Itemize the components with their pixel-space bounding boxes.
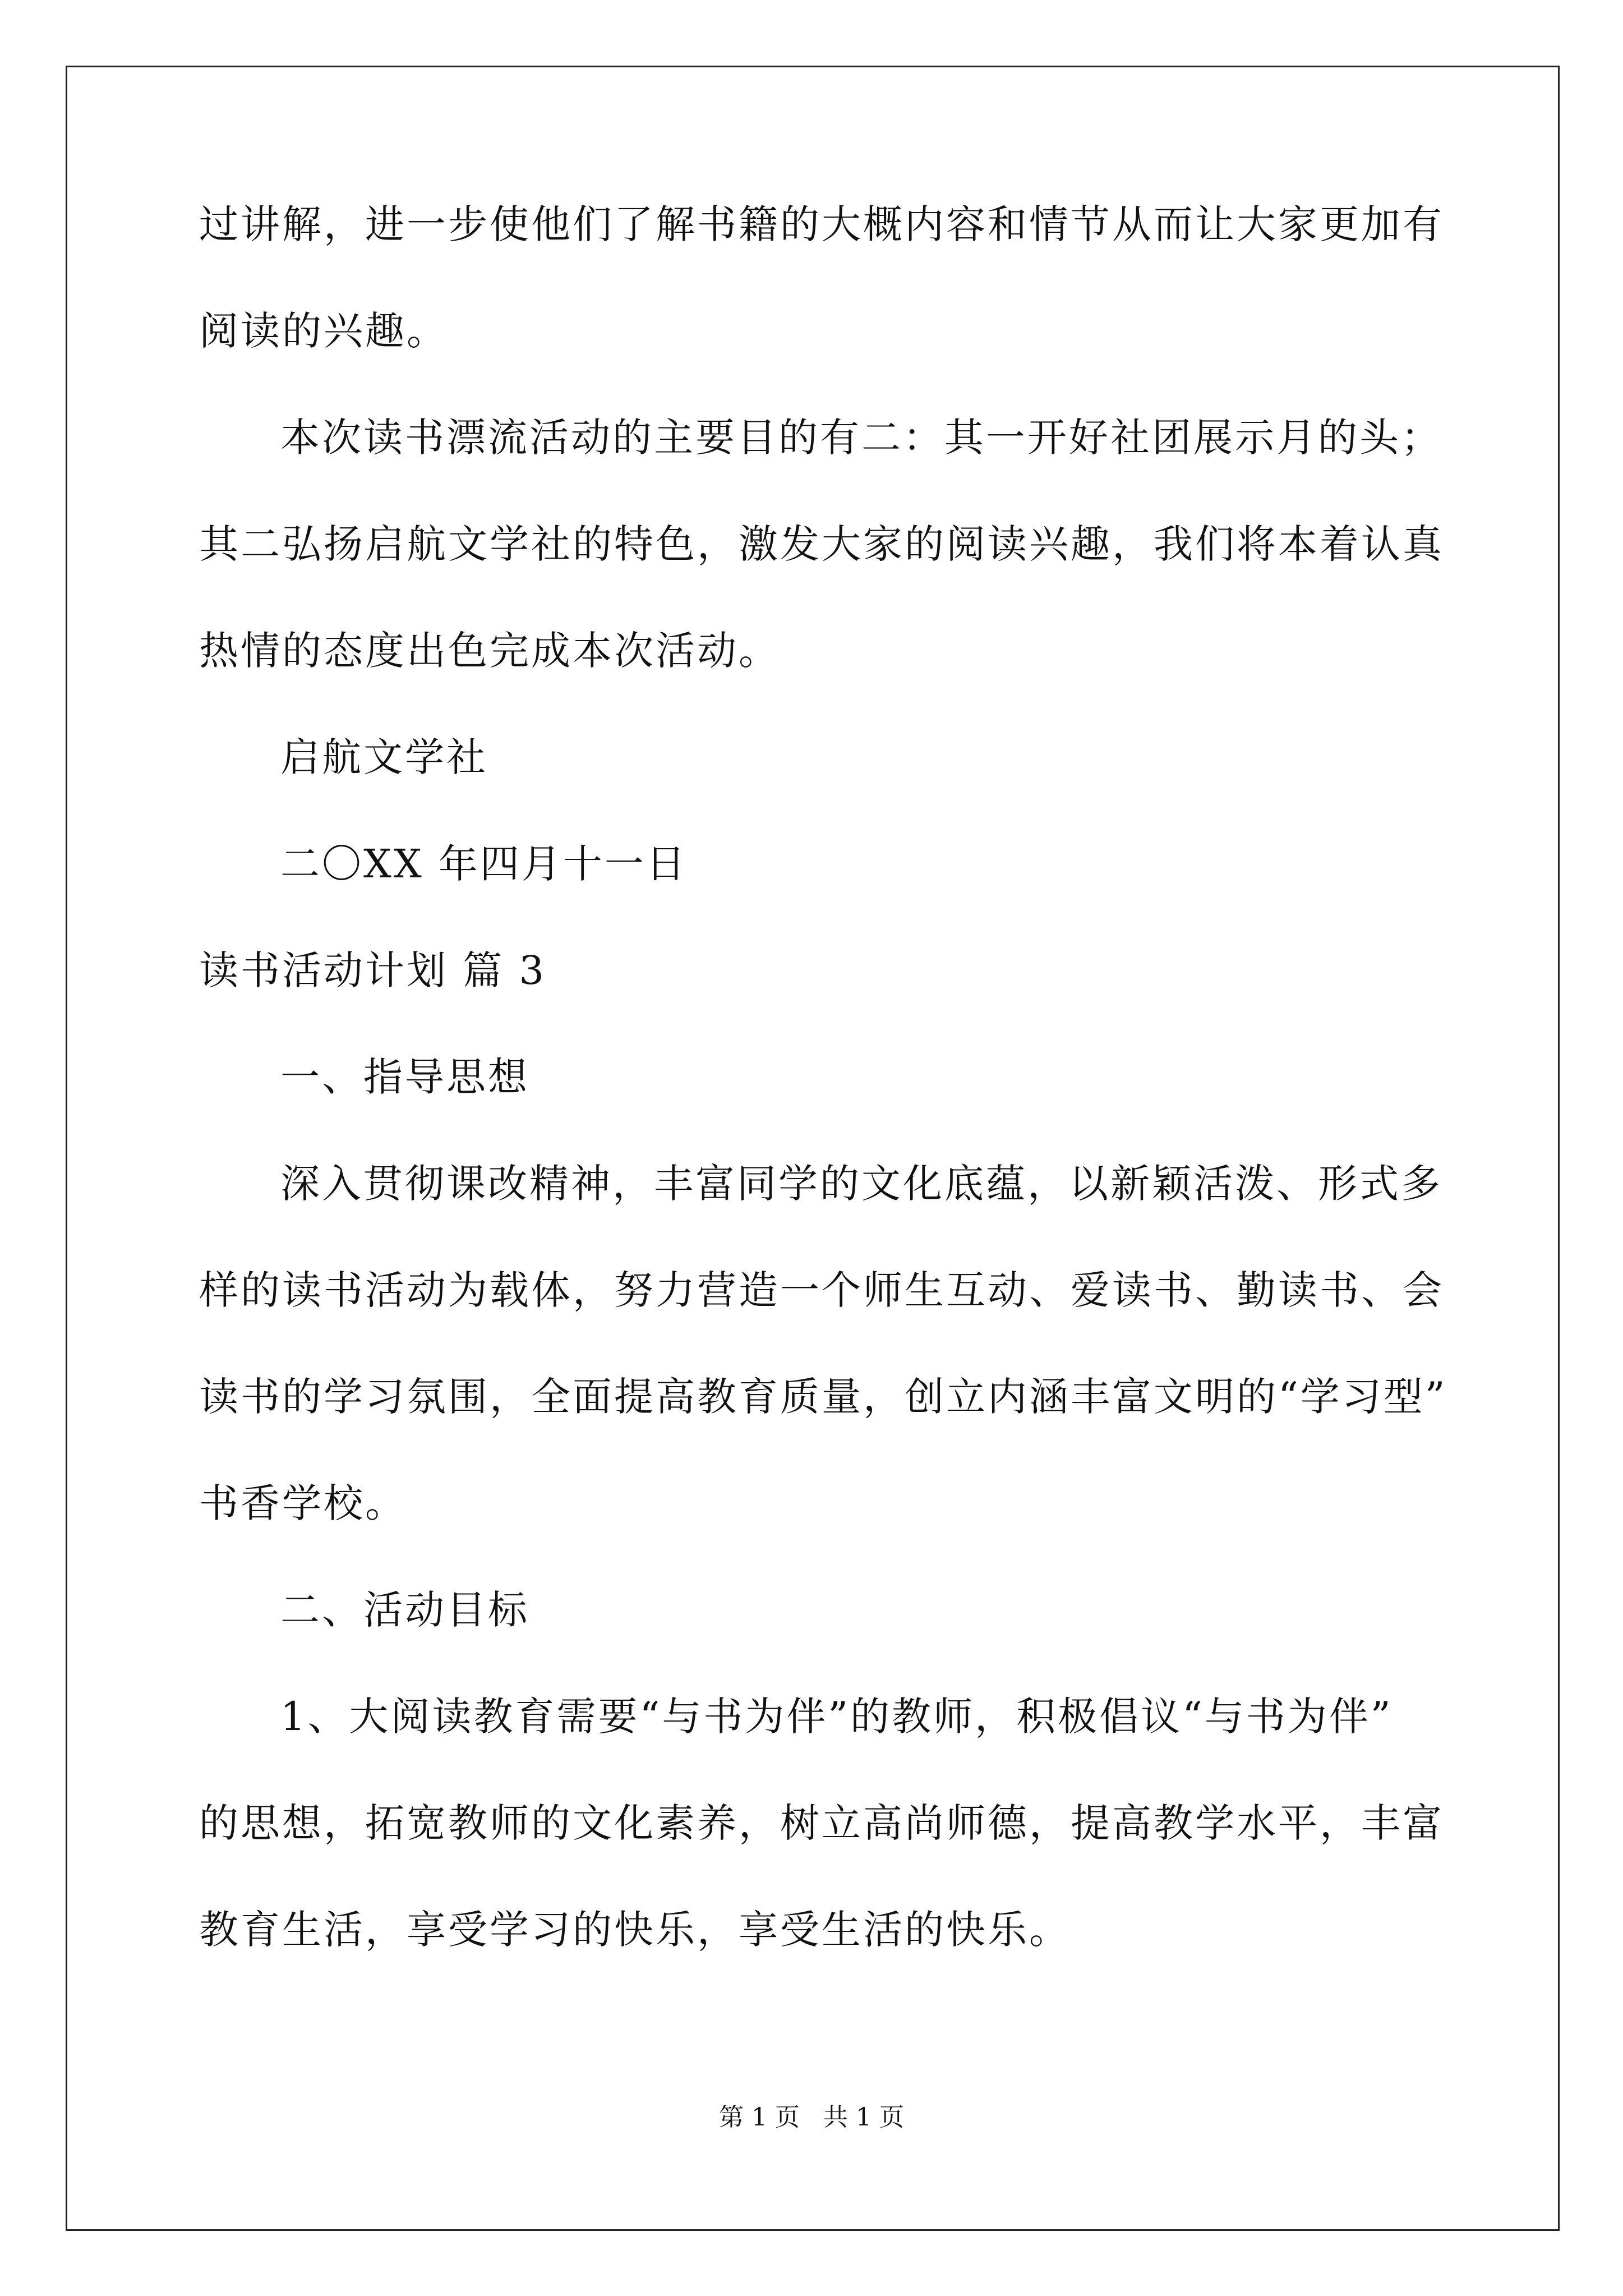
page-number-footer: 第 1 页 共 1 页 bbox=[719, 2103, 904, 2132]
body-text-line: 的思想，拓宽教师的文化素养，树立高尚师德，提高教学水平，丰富 bbox=[199, 1800, 1444, 1846]
body-text-line: 读书的学习氛围，全面提高教育质量，创立内涵丰富文明的“学习型” bbox=[199, 1374, 1447, 1420]
body-text-line: 书香学校。 bbox=[199, 1480, 407, 1526]
section-title: 读书活动计划 篇 3 bbox=[199, 947, 547, 993]
body-text-line: 热情的态度出色完成本次活动。 bbox=[199, 628, 780, 674]
section-heading: 一、指导思想 bbox=[280, 1054, 529, 1100]
body-paragraph-start: 1、大阅读教育需要“与书为伴”的教师，积极倡议“与书为伴” bbox=[280, 1694, 1393, 1740]
body-text-line: 阅读的兴趣。 bbox=[199, 308, 448, 354]
body-text-line: 教育生活，享受学习的快乐，享受生活的快乐。 bbox=[199, 1907, 1071, 1953]
signature-date: 二〇XX 年四月十一日 bbox=[280, 841, 688, 887]
body-text-line: 样的读书活动为载体，努力营造一个师生互动、爱读书、勤读书、会 bbox=[199, 1267, 1444, 1313]
body-text-line: 过讲解，进一步使他们了解书籍的大概内容和情节从而让大家更加有 bbox=[199, 201, 1444, 247]
body-paragraph-start: 深入贯彻课改精神，丰富同学的文化底蕴，以新颖活泼、形式多 bbox=[280, 1161, 1442, 1207]
section-heading: 二、活动目标 bbox=[280, 1587, 529, 1633]
body-text-line: 其二弘扬启航文学社的特色，激发大家的阅读兴趣，我们将本着认真 bbox=[199, 521, 1444, 567]
body-paragraph-start: 本次读书漂流活动的主要目的有二：其一开好社团展示月的头； bbox=[280, 415, 1442, 461]
signature-organization: 启航文学社 bbox=[280, 734, 488, 780]
